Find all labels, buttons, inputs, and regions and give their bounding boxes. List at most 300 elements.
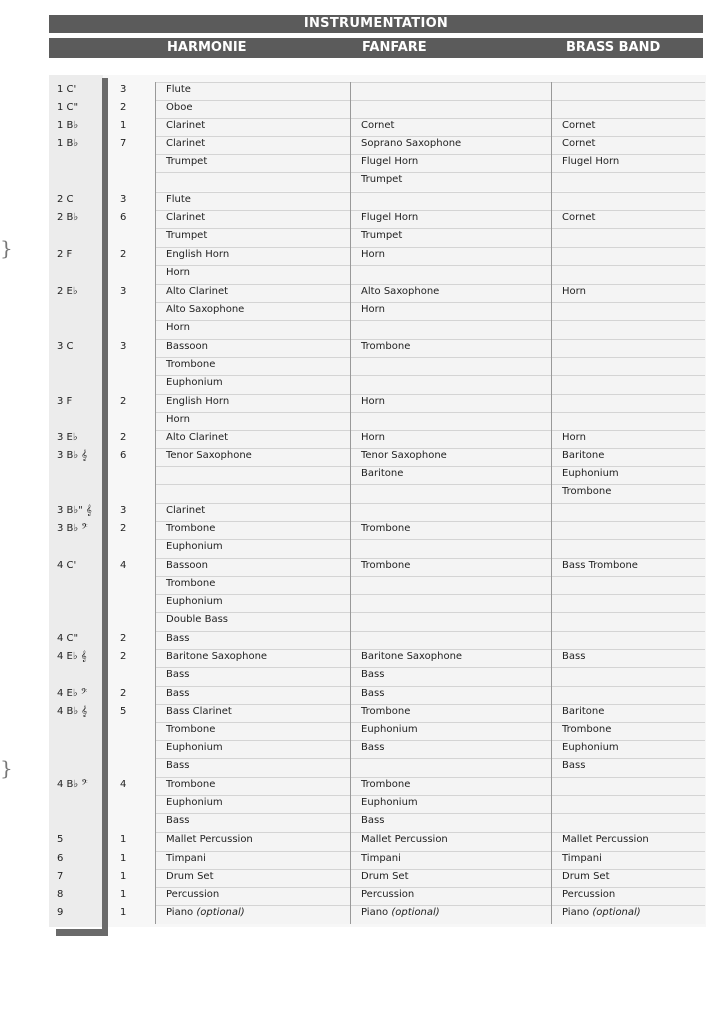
harmonie-instrument	[166, 450, 252, 462]
brass-band-instrument	[562, 871, 610, 883]
table-row	[155, 869, 705, 888]
table-row	[155, 412, 705, 431]
brass-band-instrument-text: Horn	[562, 286, 586, 297]
fanfare-instrument	[361, 560, 410, 572]
fanfare-instrument-text: Drum Set	[361, 871, 409, 882]
row-key-text: 4 E♭ 𝄢	[57, 688, 88, 699]
row-count	[120, 834, 126, 846]
harmonie-instrument-text: Double Bass	[166, 614, 229, 625]
brass-band-instrument	[562, 486, 611, 498]
harmonie-instrument-text: Euphonium	[166, 596, 223, 607]
row-key	[57, 138, 78, 150]
table-row	[155, 576, 705, 595]
row-count	[120, 651, 126, 663]
row-key-text: 1 B♭	[57, 138, 79, 149]
harmonie-instrument	[166, 138, 205, 150]
harmonie-instrument	[166, 834, 253, 846]
column-divider	[551, 82, 552, 924]
row-key	[57, 341, 74, 353]
fanfare-instrument	[361, 871, 409, 883]
brass-band-instrument	[562, 889, 615, 901]
harmonie-instrument	[166, 541, 223, 553]
row-key-text: 3 F	[57, 396, 73, 407]
row-count	[120, 871, 126, 883]
harmonie-instrument	[166, 889, 219, 901]
header-fanfare: FANFARE	[362, 40, 427, 55]
row-count	[120, 907, 126, 919]
brass-band-instrument-text: Bass Trombone	[562, 560, 638, 571]
margin-mark: }	[0, 756, 13, 780]
fanfare-instrument	[361, 853, 401, 865]
row-count-text: 4	[120, 779, 127, 790]
harmonie-instrument-text: Flute	[166, 84, 191, 95]
row-count-text: 2	[120, 102, 127, 113]
table-row	[155, 503, 705, 522]
fanfare-instrument-text: Trumpet	[361, 174, 403, 185]
row-key	[57, 907, 63, 919]
harmonie-instrument-text: Bass	[166, 633, 190, 644]
row-count	[120, 102, 126, 114]
brass-band-instrument-text: Piano	[562, 907, 590, 918]
row-count-text: 2	[120, 651, 127, 662]
harmonie-instrument	[166, 505, 205, 517]
brass-band-instrument-text: Bass	[562, 760, 586, 771]
fanfare-instrument-text: Flugel Horn	[361, 156, 419, 167]
row-key-text: 9	[57, 907, 64, 918]
fanfare-instrument-text: Euphonium	[361, 797, 418, 808]
row-key-text: 6	[57, 853, 64, 864]
fanfare-instrument-text: Trombone	[361, 560, 411, 571]
table-row	[155, 357, 705, 376]
harmonie-instrument-text: Bass	[166, 688, 190, 699]
brass-band-instrument	[562, 450, 604, 462]
harmonie-instrument	[166, 742, 223, 754]
harmonie-instrument	[166, 560, 208, 572]
fanfare-instrument	[361, 669, 384, 681]
row-count	[120, 84, 126, 96]
fanfare-instrument	[361, 174, 402, 186]
table-row	[155, 375, 705, 394]
harmonie-instrument	[166, 779, 215, 791]
harmonie-instrument-text: Trombone	[166, 779, 216, 790]
row-count-text: 1	[120, 907, 127, 918]
row-key-text: 1 C"	[57, 102, 79, 113]
fanfare-instrument	[361, 432, 385, 444]
row-key	[57, 633, 78, 645]
harmonie-instrument-text: Percussion	[166, 889, 220, 900]
harmonie-instrument-text: Trombone	[166, 523, 216, 534]
row-count	[120, 889, 126, 901]
row-count	[120, 633, 126, 645]
row-key	[57, 102, 78, 114]
row-count-text: 3	[120, 194, 127, 205]
fanfare-instrument-text: Flugel Horn	[361, 212, 419, 223]
row-key-text: 4 B♭ 𝄞	[57, 706, 88, 717]
table-row	[155, 777, 705, 796]
fanfare-instrument	[361, 396, 385, 408]
harmonie-instrument	[166, 267, 190, 279]
harmonie-instrument	[166, 432, 228, 444]
fanfare-instrument-text: Tenor Saxophone	[361, 450, 447, 461]
table-row	[155, 265, 705, 284]
brass-band-instrument-text: Cornet	[562, 212, 596, 223]
row-count	[120, 120, 126, 132]
row-key	[57, 432, 78, 444]
row-key	[57, 523, 88, 535]
table-row	[155, 154, 705, 173]
row-count-text: 2	[120, 633, 127, 644]
harmonie-instrument	[166, 596, 223, 608]
fanfare-instrument	[361, 907, 440, 919]
harmonie-instrument	[166, 102, 193, 114]
row-count-text: 4	[120, 560, 127, 571]
fanfare-instrument-text: Trombone	[361, 341, 411, 352]
harmonie-instrument-text: English Horn	[166, 249, 230, 260]
row-key	[57, 194, 74, 206]
harmonie-instrument	[166, 760, 189, 772]
harmonie-instrument	[166, 414, 190, 426]
harmonie-instrument	[166, 341, 208, 353]
harmonie-instrument-text: Trumpet	[166, 156, 208, 167]
fanfare-instrument	[361, 138, 461, 150]
row-count	[120, 853, 126, 865]
brass-band-instrument	[562, 468, 619, 480]
row-key	[57, 853, 63, 865]
harmonie-instrument-text: Euphonium	[166, 797, 223, 808]
table-row	[155, 667, 705, 686]
fanfare-instrument-text: Horn	[361, 432, 385, 443]
harmonie-instrument-text: Oboe	[166, 102, 193, 113]
harmonie-instrument-text: Euphonium	[166, 541, 223, 552]
row-count-text: 5	[120, 706, 127, 717]
harmonie-instrument-text: Trombone	[166, 578, 216, 589]
harmonie-instrument	[166, 614, 228, 626]
harmonie-instrument-text: Drum Set	[166, 871, 214, 882]
row-count	[120, 341, 126, 353]
brass-band-instrument-text: Horn	[562, 432, 586, 443]
row-key-text: 7	[57, 871, 64, 882]
harmonie-instrument-text: Flute	[166, 194, 191, 205]
harmonie-instrument-text: Timpani	[166, 853, 206, 864]
harmonie-instrument	[166, 523, 215, 535]
brass-band-instrument	[562, 286, 586, 298]
brass-band-instrument-text: Drum Set	[562, 871, 610, 882]
harmonie-instrument-text: Clarinet	[166, 212, 206, 223]
header-harmonie: HARMONIE	[167, 40, 247, 55]
harmonie-instrument-text: Tenor Saxophone	[166, 450, 252, 461]
fanfare-instrument-text: Piano	[361, 907, 389, 918]
fanfare-instrument-text: Baritone Saxophone	[361, 651, 463, 662]
fanfare-instrument-text: Timpani	[361, 853, 401, 864]
harmonie-instrument-text: Bassoon	[166, 560, 208, 571]
harmonie-instrument	[166, 84, 191, 96]
harmonie-instrument	[166, 304, 244, 316]
table-frame-vertical	[102, 78, 108, 936]
row-key-text: 2 C	[57, 194, 74, 205]
fanfare-instrument-text: Percussion	[361, 889, 415, 900]
table-row	[155, 686, 705, 705]
fanfare-instrument-text: Trombone	[361, 779, 411, 790]
margin-mark: }	[0, 236, 13, 260]
fanfare-instrument	[361, 450, 447, 462]
table-row	[155, 704, 705, 723]
brass-band-instrument-text: Timpani	[562, 853, 602, 864]
harmonie-instrument	[166, 322, 190, 334]
harmonie-instrument	[166, 706, 232, 718]
row-count	[120, 706, 126, 718]
row-count-text: 3	[120, 84, 127, 95]
row-count	[120, 194, 126, 206]
harmonie-instrument-text: Horn	[166, 322, 190, 333]
row-count-text: 2	[120, 396, 127, 407]
harmonie-instrument-text: Trumpet	[166, 230, 208, 241]
table-row	[155, 320, 705, 339]
table-row	[155, 430, 705, 449]
fanfare-instrument	[361, 341, 410, 353]
brass-band-instrument	[562, 853, 602, 865]
fanfare-instrument	[361, 120, 394, 132]
row-key-text: 1 C'	[57, 84, 77, 95]
harmonie-instrument	[166, 286, 228, 298]
table-row	[155, 594, 705, 613]
fanfare-instrument-text: Baritone	[361, 468, 404, 479]
table-row	[155, 82, 705, 101]
row-key-text: 2 E♭	[57, 286, 78, 297]
brass-band-instrument-text: Trombone	[562, 486, 612, 497]
harmonie-instrument-text: Piano	[166, 907, 194, 918]
brass-band-instrument	[562, 138, 595, 150]
page-title: INSTRUMENTATION	[303, 16, 449, 31]
brass-band-instrument-text: Cornet	[562, 138, 596, 149]
harmonie-instrument	[166, 230, 207, 242]
row-key	[57, 450, 87, 462]
row-key	[57, 505, 92, 517]
harmonie-instrument-text: Clarinet	[166, 505, 206, 516]
brass-band-instrument-text: Bass	[562, 651, 586, 662]
brass-band-instrument-text: Baritone	[562, 450, 605, 461]
table-row	[155, 851, 705, 870]
row-count-text: 2	[120, 249, 127, 260]
row-count-text: 1	[120, 834, 127, 845]
brass-band-instrument	[562, 834, 649, 846]
row-key-text: 5	[57, 834, 64, 845]
row-key-text: 3 B♭ 𝄢	[57, 523, 88, 534]
fanfare-instrument-text: Euphonium	[361, 724, 418, 735]
fanfare-instrument-text: Bass	[361, 669, 385, 680]
row-key	[57, 871, 63, 883]
fanfare-instrument	[361, 468, 403, 480]
harmonie-instrument-text: Clarinet	[166, 120, 206, 131]
row-key	[57, 779, 88, 791]
fanfare-instrument	[361, 286, 439, 298]
row-key-text: 3 E♭	[57, 432, 78, 443]
table-row	[155, 210, 705, 229]
fanfare-instrument-text: Cornet	[361, 120, 395, 131]
harmonie-instrument	[166, 797, 223, 809]
harmonie-instrument-text: Bass	[166, 815, 190, 826]
harmonie-instrument-text: Horn	[166, 267, 190, 278]
row-count	[120, 138, 126, 150]
fanfare-instrument-text: Horn	[361, 249, 385, 260]
header-brass-band: BRASS BAND	[566, 40, 661, 55]
brass-band-instrument	[562, 432, 586, 444]
fanfare-instrument	[361, 230, 402, 242]
fanfare-instrument	[361, 742, 384, 754]
column-divider	[155, 82, 156, 924]
fanfare-instrument	[361, 156, 418, 168]
row-key	[57, 212, 78, 224]
harmonie-instrument-text: Euphonium	[166, 377, 223, 388]
brass-band-instrument-text: Cornet	[562, 120, 596, 131]
fanfare-instrument-text: Trombone	[361, 523, 411, 534]
table-row	[155, 466, 705, 485]
harmonie-instrument	[166, 156, 207, 168]
table-row	[155, 887, 705, 906]
brass-band-instrument-text: Baritone	[562, 706, 605, 717]
table-row	[155, 521, 705, 540]
fanfare-instrument	[361, 212, 418, 224]
row-count	[120, 286, 126, 298]
fanfare-instrument-text: Trumpet	[361, 230, 403, 241]
row-count	[120, 450, 126, 462]
fanfare-instrument	[361, 815, 384, 827]
row-count-text: 6	[120, 212, 127, 223]
row-count-text: 3	[120, 505, 127, 516]
table-row	[155, 339, 705, 358]
row-count	[120, 505, 126, 517]
row-key	[57, 706, 87, 718]
fanfare-instrument-text: Horn	[361, 304, 385, 315]
row-key	[57, 560, 76, 572]
harmonie-instrument-text: Mallet Percussion	[166, 834, 253, 845]
row-count	[120, 396, 126, 408]
fanfare-instrument-text: Horn	[361, 396, 385, 407]
row-count-text: 1	[120, 853, 127, 864]
brass-band-instrument	[562, 156, 619, 168]
harmonie-instrument	[166, 724, 215, 736]
fanfare-instrument	[361, 304, 385, 316]
brass-band-instrument-text: Flugel Horn	[562, 156, 620, 167]
table-row	[155, 100, 705, 119]
brass-band-instrument	[562, 742, 619, 754]
row-key-text: 1 B♭	[57, 120, 79, 131]
harmonie-instrument-text: Bass	[166, 760, 190, 771]
table-row	[155, 484, 705, 503]
harmonie-instrument-text: Trombone	[166, 359, 216, 370]
row-key	[57, 651, 87, 663]
row-key-text: 4 B♭ 𝄢	[57, 779, 88, 790]
row-count-text: 1	[120, 120, 127, 131]
brass-band-instrument	[562, 212, 595, 224]
harmonie-instrument	[166, 853, 206, 865]
brass-band-instrument-text: Trombone	[562, 724, 612, 735]
table-row	[155, 758, 705, 777]
row-key	[57, 249, 72, 261]
harmonie-instrument	[166, 688, 189, 700]
harmonie-instrument-text: English Horn	[166, 396, 230, 407]
row-count	[120, 432, 126, 444]
table-row	[155, 740, 705, 759]
brass-band-instrument-text: Euphonium	[562, 742, 619, 753]
row-key	[57, 286, 78, 298]
row-count-text: 3	[120, 341, 127, 352]
table-frame-horizontal	[56, 929, 108, 936]
table-row	[155, 631, 705, 650]
harmonie-instrument-text: Baritone Saxophone	[166, 651, 268, 662]
column-header-bar	[49, 38, 703, 58]
table-row	[155, 612, 705, 631]
optional-label: (optional)	[196, 907, 245, 918]
brass-band-instrument	[562, 651, 585, 663]
harmonie-instrument	[166, 669, 189, 681]
table-row	[155, 813, 705, 832]
fanfare-instrument	[361, 724, 418, 736]
brass-band-instrument	[562, 560, 638, 572]
brass-band-instrument	[562, 724, 611, 736]
fanfare-instrument-text: Bass	[361, 815, 385, 826]
table-row	[155, 172, 705, 191]
table-row	[155, 722, 705, 741]
row-key-text: 2 B♭	[57, 212, 79, 223]
row-count-text: 3	[120, 286, 127, 297]
column-divider	[350, 82, 351, 924]
harmonie-instrument	[166, 396, 229, 408]
brass-band-instrument	[562, 760, 585, 772]
harmonie-instrument-text: Trombone	[166, 724, 216, 735]
brass-band-instrument-text: Euphonium	[562, 468, 619, 479]
optional-label: (optional)	[391, 907, 440, 918]
fanfare-instrument	[361, 797, 418, 809]
table-row	[155, 192, 705, 211]
fanfare-instrument-text: Trombone	[361, 706, 411, 717]
fanfare-instrument-text: Bass	[361, 742, 385, 753]
harmonie-instrument-text: Euphonium	[166, 742, 223, 753]
row-key	[57, 688, 87, 700]
row-count-text: 1	[120, 871, 127, 882]
harmonie-instrument	[166, 120, 205, 132]
harmonie-instrument	[166, 871, 214, 883]
harmonie-instrument	[166, 377, 223, 389]
brass-band-instrument	[562, 907, 641, 919]
row-count-text: 2	[120, 432, 127, 443]
row-count	[120, 212, 126, 224]
row-count-text: 7	[120, 138, 127, 149]
harmonie-instrument-text: Alto Clarinet	[166, 286, 229, 297]
harmonie-instrument	[166, 651, 267, 663]
row-key-text: 3 B♭" 𝄞	[57, 505, 92, 516]
row-key	[57, 834, 63, 846]
row-key-text: 2 F	[57, 249, 73, 260]
harmonie-instrument	[166, 212, 205, 224]
fanfare-instrument	[361, 889, 414, 901]
harmonie-instrument	[166, 815, 189, 827]
row-count-text: 2	[120, 523, 127, 534]
fanfare-instrument	[361, 706, 410, 718]
harmonie-instrument	[166, 633, 189, 645]
fanfare-instrument-text: Bass	[361, 688, 385, 699]
brass-band-instrument-text: Mallet Percussion	[562, 834, 649, 845]
table-row	[155, 247, 705, 266]
row-key	[57, 396, 72, 408]
fanfare-instrument-text: Alto Saxophone	[361, 286, 440, 297]
fanfare-instrument	[361, 779, 410, 791]
row-key-text: 8	[57, 889, 64, 900]
fanfare-instrument	[361, 523, 410, 535]
brass-band-instrument	[562, 120, 595, 132]
harmonie-instrument	[166, 359, 215, 371]
table-row	[155, 118, 705, 137]
row-count	[120, 560, 126, 572]
